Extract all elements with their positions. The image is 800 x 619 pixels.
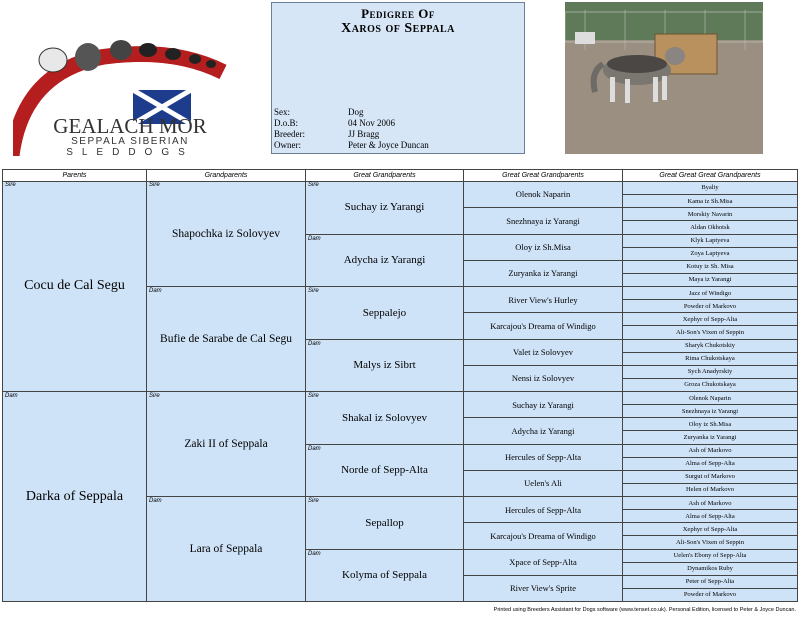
great-great-great-grandparent-cell: [623, 549, 797, 562]
logo-subtitle-2: SLEDDOGS: [66, 147, 194, 156]
dam-tag: Dam: [5, 393, 18, 399]
great-great-great-grandparent-cell: [623, 417, 797, 430]
grandparent-name: Shapochka iz Solovyev: [172, 227, 280, 240]
great-great-great-grandparent-cell: [623, 234, 797, 247]
dog-name: Xaros of Seppala: [341, 21, 455, 36]
great-great-grandparent-name: Nensi iz Solovyev: [511, 373, 575, 384]
grandparent-name: Zaki II of Seppala: [184, 438, 268, 450]
logo-title: GEALACH MOR: [53, 114, 207, 138]
great-great-great-grandparent-cell: [623, 247, 797, 260]
great-great-grandparent-name: River View's Hurley: [508, 294, 578, 305]
great-great-great-grandparent-cell: [623, 496, 797, 509]
great-great-great-grandparent-name: Ali-Son's Vixen of Seppin: [675, 538, 744, 546]
great-great-grandparent-cell: [464, 549, 622, 575]
great-great-great-grandparent-name: Morskiy Navarin: [687, 210, 733, 218]
great-great-grandparent-name: Xpace of Sepp-Alta: [509, 557, 577, 568]
great-great-great-grandparent-name: Powder of Markovo: [683, 591, 737, 599]
great-great-grandparent-name: Valet iz Solovyev: [513, 347, 573, 358]
dam-tag: Dam: [308, 445, 321, 452]
parents-header: Parents: [3, 170, 146, 182]
great-grandparents-header: Great Grandparents: [306, 170, 463, 182]
great-grandparent-name: Shakal iz Solovyev: [342, 411, 427, 424]
pedigree-title: [272, 6, 524, 36]
great-great-great-grandparent-cell: [623, 562, 797, 575]
footer-credit: Printed using Breeders Assistant for Dogs software (www.tenset.co.uk). Personal Edition, licensed to Peter & Joyce Duncan.: [493, 607, 796, 613]
great-great-grandparent-cell: [464, 181, 622, 207]
pedigree-chart: [2, 169, 798, 602]
great-great-great-grandparent-name: Olenok Naparin: [689, 394, 731, 402]
kennel-logo: [13, 2, 253, 156]
great-great-great-grandparent-cell: [623, 430, 797, 443]
great-grandparent-cell: [306, 339, 463, 392]
great-great-great-grandparent-cell: [623, 535, 797, 548]
great-great-grandparent-name: Adycha iz Yarangi: [511, 425, 575, 436]
great-great-great-grandparent-name: Surgut of Markovo: [685, 473, 735, 481]
great-great-great-grandparent-cell: [623, 220, 797, 233]
great-grandparent-cell: [306, 234, 463, 287]
great-great-great-grandparent-name: Groza Chukotskaya: [684, 381, 736, 389]
great-great-grandparent-name: Hercules of Sepp-Alta: [504, 504, 581, 515]
great-great-great-grandparent-name: Xephyr of Sepp-Alta: [682, 315, 738, 323]
great-great-grandparent-cell: [464, 575, 622, 601]
great-great-great-grandparent-name: Helen of Markovo: [685, 486, 734, 494]
owner-value: Peter & Joyce Duncan: [348, 140, 429, 150]
sire-cell: [3, 181, 146, 391]
logo-subtitle: SEPPALA SIBERIAN: [71, 136, 189, 147]
great-great-grandparent-name: Zuryanka iz Yarangi: [508, 268, 578, 279]
great-great-great-grandparent-name: Jazz of Windigo: [688, 289, 732, 297]
great-great-grandparent-name: Karcajou's Dreama of Windigo: [490, 530, 596, 541]
great-great-grandparent-name: Snezhnaya iz Yarangi: [506, 215, 580, 226]
great-great-grandparent-cell: [464, 312, 622, 338]
owner-label: Owner:: [274, 140, 301, 150]
sire-tag: Sire: [5, 182, 16, 188]
great-grandparent-name: Adycha iz Yarangi: [343, 254, 426, 267]
dob-label: D.o.B:: [274, 118, 299, 128]
great-great-grandparent-name: Uelen's Ali: [524, 478, 562, 489]
great-great-great-grandparent-cell: [623, 509, 797, 522]
great-grandparent-name: Kolyma of Seppala: [342, 569, 427, 582]
great-great-great-grandparent-name: Kama iz Sh.Misa: [687, 197, 733, 205]
parent-name: Cocu de Cal Segu: [24, 278, 125, 293]
great-great-grandparent-cell: [464, 234, 622, 260]
great-grandparent-name: Suchay iz Yarangi: [344, 201, 425, 214]
great-great-great-grandparent-name: Oloy iz Sh.Misa: [688, 420, 732, 428]
breeder-label: Breeder:: [274, 129, 305, 139]
great-great-great-grandparent-cell: [623, 207, 797, 220]
great-great-grandparent-cell: [464, 339, 622, 365]
great-great-great-grandparent-cell: [623, 483, 797, 496]
great-great-great-grandparent-cell: [623, 391, 797, 404]
great-great-great-grandparent-cell: [623, 181, 797, 194]
great-great-great-grandparent-name: Ali-Son's Vixen of Seppin: [675, 328, 744, 336]
great-great-grandparent-cell: [464, 286, 622, 312]
dam-tag: Dam: [308, 340, 321, 347]
great-great-grandparent-cell: [464, 260, 622, 286]
grandparent-cell: [147, 496, 305, 601]
great-great-great-grandparent-name: Aldan Okhotsk: [690, 223, 730, 231]
great-great-great-grandparent-name: Dynamikos Ruby: [687, 565, 733, 573]
great-great-great-grandparent-cell: [623, 194, 797, 207]
sire-tag: Sire: [308, 393, 319, 399]
great-great-great-grandparent-name: Kotuy iz Sh. Misa: [686, 263, 734, 271]
grandparent-name: Bufie de Sarabe de Cal Segu: [160, 333, 292, 345]
sex-label: Sex:: [274, 107, 291, 117]
dob-value: 04 Nov 2006: [348, 118, 395, 128]
sled-dog-logo-art: [13, 2, 253, 156]
grandparent-name: Lara of Seppala: [189, 543, 263, 555]
great-great-grandparent-name: Olenok Naparin: [515, 189, 571, 200]
grandparent-cell: [147, 181, 305, 286]
great-great-great-grandparent-cell: [623, 522, 797, 535]
pedigree-title-prefix: Pedigree Of: [361, 6, 435, 21]
sex-value: Dog: [348, 107, 364, 117]
great-grandparent-cell: [306, 444, 463, 497]
great-great-great-grandparent-cell: [623, 470, 797, 483]
great-great-great-grandparent-name: Alma of Sepp-Alta: [685, 512, 735, 520]
dam-tag: Dam: [308, 550, 321, 557]
sire-tag: Sire: [149, 393, 160, 399]
parent-name: Darka of Seppala: [25, 488, 124, 504]
dam-tag: Dam: [149, 288, 162, 294]
great-great-grandparent-cell: [464, 496, 622, 522]
great-great-great-grandparent-name: Zuryanka iz Yarangi: [683, 433, 737, 441]
great-great-grandparent-cell: [464, 522, 622, 548]
great-great-great-grandparent-cell: [623, 352, 797, 365]
great-great-great-grandparent-cell: [623, 339, 797, 352]
great-grandparent-name: Norde of Sepp-Alta: [341, 464, 428, 477]
great-great-great-grandparent-cell: [623, 299, 797, 312]
great-great-great-grandparent-name: Ash of Markovo: [688, 499, 732, 507]
great-great-great-grandparent-name: Snezhnaya iz Yarangi: [681, 407, 739, 415]
great-great-grandparent-name: Oloy iz Sh.Misa: [515, 242, 571, 253]
great-great-great-grandparent-name: Maya iz Yarangi: [688, 276, 732, 284]
great-grandparent-name: Malys iz Sibrt: [353, 359, 416, 372]
great-great-great-grandparents-header: Great Great Great Grandparents: [623, 170, 797, 182]
dog-photo: [565, 2, 763, 154]
great-great-grandparent-cell: [464, 444, 622, 470]
great-grandparent-name: Sepallop: [365, 516, 404, 529]
great-grandparent-name: Seppalejo: [362, 306, 407, 319]
sire-tag: Sire: [149, 182, 160, 188]
great-great-grandparent-cell: [464, 365, 622, 391]
great-great-great-grandparents-column: [623, 170, 797, 601]
great-grandparent-cell: [306, 181, 463, 234]
great-great-great-grandparent-cell: [623, 365, 797, 378]
great-great-great-grandparent-name: Rima Chukotskaya: [685, 355, 735, 363]
great-great-great-grandparent-cell: [623, 286, 797, 299]
great-grandparent-cell: [306, 286, 463, 339]
dog-details: [274, 107, 433, 151]
great-great-great-grandparent-name: Peter of Sepp-Alta: [685, 578, 735, 586]
great-great-great-grandparent-cell: [623, 273, 797, 286]
great-great-great-grandparent-name: Zoya Laptyeva: [690, 250, 730, 258]
great-great-great-grandparent-cell: [623, 325, 797, 338]
great-great-grandparents-column: [464, 170, 623, 601]
great-grandparent-cell: [306, 496, 463, 549]
grandparents-header: Grandparents: [147, 170, 305, 182]
great-great-great-grandparent-name: Klyk Laptyeva: [690, 237, 730, 245]
great-great-great-grandparent-name: Sych Anadyrskiy: [687, 368, 733, 376]
great-great-great-grandparent-cell: [623, 457, 797, 470]
great-great-great-grandparent-cell: [623, 444, 797, 457]
sire-tag: Sire: [308, 288, 319, 294]
great-great-great-grandparent-cell: [623, 312, 797, 325]
great-great-grandparent-cell: [464, 417, 622, 443]
great-great-grandparent-cell: [464, 470, 622, 496]
sire-tag: Sire: [308, 498, 319, 504]
great-great-great-grandparent-cell: [623, 404, 797, 417]
sire-tag: Sire: [308, 182, 319, 188]
dam-cell: [3, 391, 146, 601]
great-great-grandparent-cell: [464, 207, 622, 233]
great-great-grandparent-cell: [464, 391, 622, 417]
dam-tag: Dam: [149, 498, 162, 504]
great-great-grandparents-header: Great Great Grandparents: [464, 170, 622, 182]
great-great-great-grandparent-name: Ash of Markovo: [688, 447, 732, 455]
great-great-great-grandparent-name: Powder of Markovo: [683, 302, 737, 310]
great-great-great-grandparent-name: Alma of Sepp-Alta: [685, 460, 735, 468]
great-great-great-grandparent-cell: [623, 575, 797, 588]
great-great-great-grandparent-name: Xephyr of Sepp-Alta: [682, 525, 738, 533]
great-great-grandparent-name: Hercules of Sepp-Alta: [504, 452, 581, 463]
great-grandparents-column: [306, 170, 464, 601]
great-great-great-grandparent-name: Sharyk Chukotskiy: [684, 342, 736, 350]
parents-column: [3, 170, 147, 601]
great-great-great-grandparent-cell: [623, 260, 797, 273]
grandparents-column: [147, 170, 306, 601]
great-grandparent-cell: [306, 549, 463, 602]
great-great-grandparent-name: Suchay iz Yarangi: [512, 399, 574, 410]
great-great-great-grandparent-name: Byaliy: [701, 184, 719, 192]
great-great-great-grandparent-cell: [623, 588, 797, 601]
great-great-grandparent-name: River View's Sprite: [509, 583, 577, 594]
grandparent-cell: [147, 286, 305, 391]
great-great-great-grandparent-name: Uelen's Ebony of Sepp-Alta: [673, 552, 747, 560]
pedigree-info-box: [271, 2, 525, 154]
breeder-value: JJ Bragg: [348, 129, 380, 139]
great-grandparent-cell: [306, 391, 463, 444]
dam-tag: Dam: [308, 235, 321, 242]
great-great-great-grandparent-cell: [623, 378, 797, 391]
great-great-grandparent-name: Karcajou's Dreama of Windigo: [490, 320, 596, 331]
grandparent-cell: [147, 391, 305, 496]
